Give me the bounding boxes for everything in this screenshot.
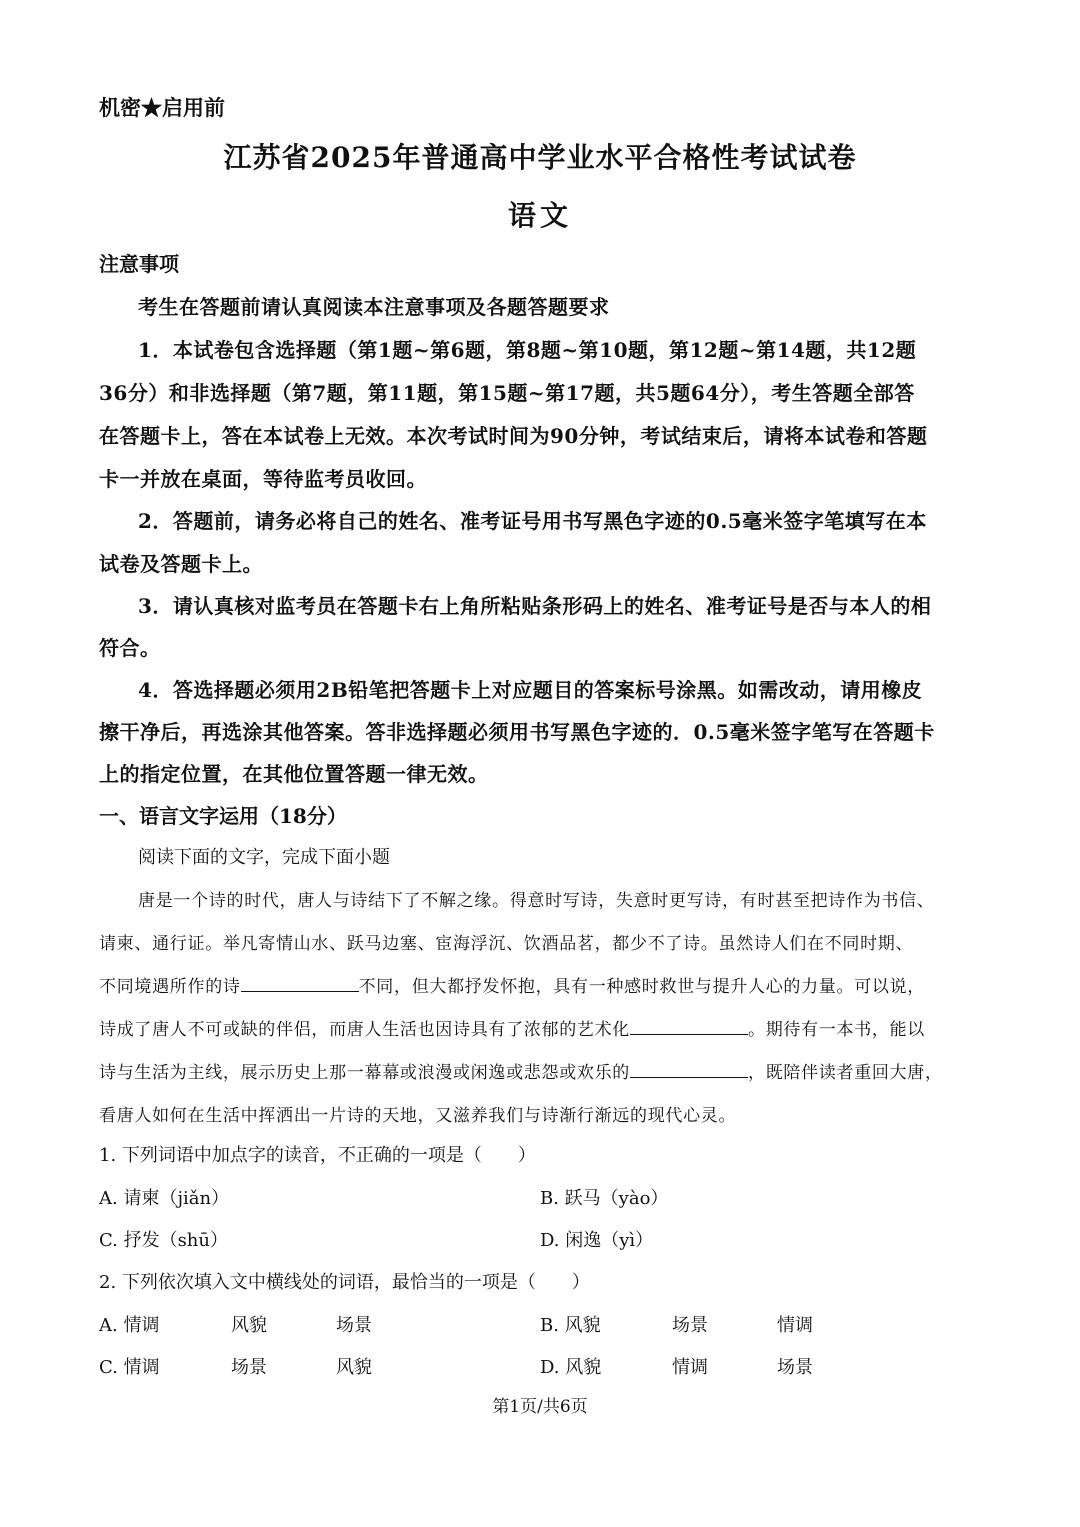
question-1-stem: 1. 下列词语中加点字的读音，不正确的一项是（ ）: [99, 1145, 536, 1166]
question-1-option-d: D. 闲逸（yì）: [540, 1230, 654, 1251]
reading-instruction: 阅读下面的文字，完成下面小题: [138, 847, 390, 868]
passage-line-1: 唐是一个诗的时代，唐人与诗结下了不解之缘。得意时写诗，失意时更写诗，有时甚至把诗作为书信、: [138, 891, 935, 911]
passage-line-4: [99, 1015, 925, 1040]
question-2-option-a: A. 情调: [99, 1315, 160, 1336]
notice-item-1-line-3: 在答题卡上，答在本试卷上无效。本次考试时间为90分钟，考试结束后，请将本试卷和答题: [99, 424, 928, 448]
answer-blank-3: [630, 1077, 748, 1078]
passage-line-5: [99, 1058, 943, 1083]
passage-line-3-end: 不同，但大都抒发怀抱，具有一种感时救世与提升人心的力量。可以说，: [358, 977, 926, 997]
passage-line-5-start: 诗与生活为主线，展示历史上那一幕幕或浪漫或闲逸或悲怨或欢乐的: [99, 1063, 630, 1083]
notice-item-3-line-2: 符合。: [99, 636, 161, 660]
question-1-option-c: C. 抒发（shū）: [99, 1230, 228, 1251]
passage-line-5-end: ，既陪伴读者重回大唐，: [748, 1063, 943, 1083]
section-heading: 一、语言文字运用（18分）: [99, 804, 347, 828]
answer-blank-2: [630, 1034, 748, 1035]
exam-title: 江苏省2025年普通高中学业水平合格性考试试卷: [223, 141, 857, 174]
question-2-option-c: C. 情调: [99, 1357, 160, 1378]
passage-line-4-start: 诗成了唐人不可或缺的伴侣，而唐人生活也因诗具有了浓郁的艺术化: [99, 1020, 630, 1040]
question-2-option-a-word-2: 风貌: [231, 1315, 267, 1336]
passage-line-3: [99, 972, 925, 997]
notice-item-2-line-1: 2．答题前，请务必将自己的姓名、准考证号用书写黑色字迹的0.5毫米签字笔填写在本: [138, 509, 927, 533]
answer-blank-1: [241, 991, 359, 992]
page-number: 第1页/共6页: [492, 1397, 588, 1417]
passage-line-4-end: 。期待有一本书，能以: [748, 1020, 925, 1040]
notice-item-4-line-2: 擦干净后，再选涂其他答案。答非选择题必须用书写黑色字迹的．0.5毫米签字笔写在答题卡: [99, 720, 935, 744]
question-2-option-b-word-3: 情调: [777, 1315, 813, 1336]
subject-title: 语文: [507, 199, 572, 232]
passage-line-6: 看唐人如何在生活中挥洒出一片诗的天地，又滋养我们与诗渐行渐远的现代心灵。: [99, 1106, 737, 1126]
question-2-option-a-word-3: 场景: [336, 1315, 372, 1336]
notice-intro: 考生在答题前请认真阅读本注意事项及各题答题要求: [138, 295, 610, 319]
question-2-option-d-word-2: 情调: [672, 1357, 708, 1378]
question-2-option-d: D. 风貌: [540, 1357, 602, 1378]
notice-item-1-line-4: 卡一并放在桌面，等待监考员收回。: [99, 467, 427, 491]
notice-item-4-line-1: 4．答选择题必须用2B铅笔把答题卡上对应题目的答案标号涂黑。如需改动，请用橡皮: [138, 678, 923, 702]
notice-item-1-line-2: 36分）和非选择题（第7题，第11题，第15题~第17题，共5题64分），考生答题全部答: [99, 381, 915, 405]
notice-item-3-line-1: 3．请认真核对监考员在答题卡右上角所粘贴条形码上的姓名、准考证号是否与本人的相: [138, 594, 932, 618]
question-2-option-d-word-3: 场景: [777, 1357, 813, 1378]
question-2-option-b-word-2: 场景: [672, 1315, 708, 1336]
notice-item-4-line-3: 上的指定位置，在其他位置答题一律无效。: [99, 762, 489, 786]
question-2-option-b: B. 风貌: [540, 1315, 601, 1336]
question-1-option-b: B. 跃马（yào）: [540, 1188, 669, 1209]
question-2-option-c-word-2: 场景: [231, 1357, 267, 1378]
notice-item-1-line-1: 1．本试卷包含选择题（第1题~第6题，第8题~第10题，第12题~第14题，共12题: [138, 338, 917, 362]
notice-heading: 注意事项: [99, 252, 179, 276]
passage-line-2: 请柬、通行证。举凡寄情山水、跃马边塞、宦海浮沉、饮酒品茗，都少不了诗。虽然诗人们在不同时期、: [99, 934, 914, 954]
passage-line-3-start: 不同境遇所作的诗: [99, 977, 241, 997]
notice-item-2-line-2: 试卷及答题卡上。: [99, 552, 263, 576]
confidential-label: 机密★启用前: [99, 95, 225, 120]
question-1-option-a: A. 请柬（jiǎn）: [99, 1188, 230, 1209]
question-2-stem: 2. 下列依次填入文中横线处的词语，最恰当的一项是（ ）: [99, 1272, 590, 1293]
question-2-option-c-word-3: 风貌: [336, 1357, 372, 1378]
